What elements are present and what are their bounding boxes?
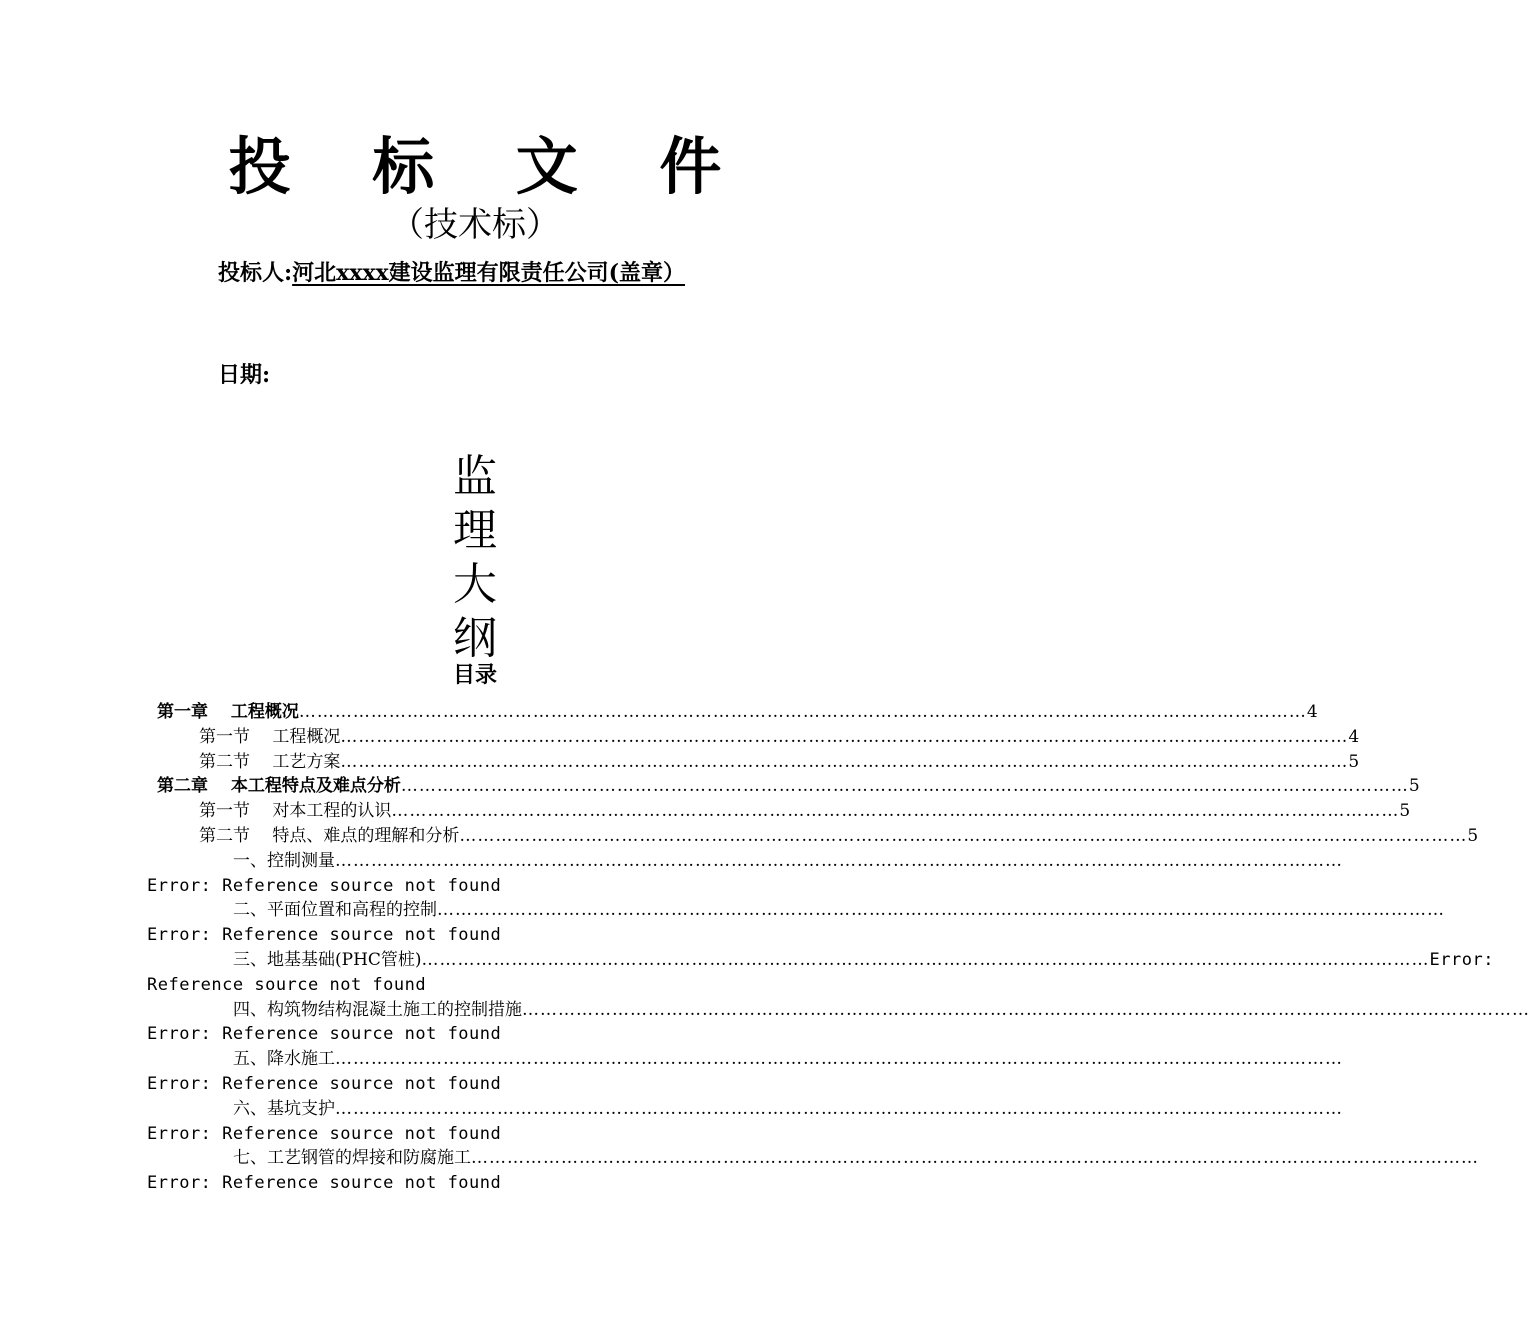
table-of-contents xyxy=(147,700,1530,1196)
toc-error-reference: Error: Reference source not found xyxy=(147,1123,502,1144)
bidder-label: 投标人: xyxy=(218,260,293,286)
bidder-line xyxy=(218,256,685,290)
toc-leader: …………………………………………………………………………………………………………………………………………………… xyxy=(340,751,1349,772)
toc-leader: …………………………………………………………………………………………………………………………………………………… xyxy=(340,726,1349,747)
toc-label: 第二节 工艺方案 xyxy=(199,751,341,772)
toc-page-number: 5 xyxy=(1348,751,1360,772)
toc-section[interactable] xyxy=(147,750,1360,775)
toc-label: 二、平面位置和高程的控制 xyxy=(233,900,437,921)
toc-section[interactable] xyxy=(147,799,1411,824)
vertical-title-char: 理 xyxy=(453,505,497,556)
toc-error-reference: Error: Reference source not found xyxy=(147,875,502,896)
toc-error-reference: Error: xyxy=(1429,949,1494,970)
date-label: 日期: xyxy=(218,362,271,388)
toc-label: 四、构筑物结构混凝土施工的控制措施 xyxy=(233,999,522,1020)
toc-leader: …………………………………………………………………………………………………………………………………………………… xyxy=(335,850,1343,871)
toc-label: 第一节 工程概况 xyxy=(199,726,341,747)
bidder-value: 河北xxxx建设监理有限责任公司(盖章） xyxy=(292,260,686,286)
toc-leader: …………………………………………………………………………………………………………………………………………………… xyxy=(459,825,1468,846)
toc-error-reference: Error: Reference source not found xyxy=(147,1173,502,1194)
document-title: 投 标 文 件 xyxy=(228,130,752,203)
toc-label: 第一章 工程概况 xyxy=(157,702,299,722)
toc-subsection[interactable] xyxy=(147,849,1343,874)
toc-subsection[interactable] xyxy=(147,1097,1343,1122)
vertical-title-char: 大 xyxy=(453,559,497,610)
toc-leader: …………………………………………………………………………………………………………………………………………………… xyxy=(437,900,1445,921)
toc-leader: …………………………………………………………………………………………………………………………………………………… xyxy=(400,776,1409,797)
toc-chapter[interactable] xyxy=(147,700,1318,725)
toc-label: 七、工艺钢管的焊接和防腐施工 xyxy=(233,1148,471,1169)
toc-label: 三、地基基础(PHC管桩) xyxy=(233,949,422,970)
toc-error-reference: Reference source not found xyxy=(147,974,427,995)
toc-leader: …………………………………………………………………………………………………………………………………………………… xyxy=(298,702,1307,722)
toc-error-reference: Error: Reference source not found xyxy=(147,925,502,946)
toc-leader: …………………………………………………………………………………………………………………………………………………… xyxy=(391,801,1400,822)
vertical-title xyxy=(445,450,505,666)
toc-section[interactable] xyxy=(147,725,1360,750)
toc-page-number: 4 xyxy=(1306,702,1318,722)
vertical-title-char: 监 xyxy=(453,451,497,502)
toc-page-number: 5 xyxy=(1467,825,1479,846)
toc-subsection[interactable] xyxy=(147,1047,1343,1072)
toc-label: 五、降水施工 xyxy=(233,1049,335,1070)
toc-subsection[interactable] xyxy=(147,1146,1479,1171)
toc-leader: …………………………………………………………………………………………………………………………………………………… xyxy=(335,1098,1343,1119)
toc-chapter[interactable] xyxy=(147,774,1420,799)
toc-leader: …………………………………………………………………………………………………………………………………………………… xyxy=(421,949,1430,970)
toc-section[interactable] xyxy=(147,824,1479,849)
toc-heading: 目录 xyxy=(452,662,497,688)
toc-label: 六、基坑支护 xyxy=(233,1098,335,1119)
toc-error-reference: Error: Reference source not found xyxy=(147,1024,502,1045)
toc-subsection[interactable] xyxy=(147,948,1494,973)
toc-page-number: 5 xyxy=(1399,801,1411,822)
toc-page-number: 4 xyxy=(1348,726,1360,747)
toc-label: 第二章 本工程特点及难点分析 xyxy=(157,776,401,797)
vertical-title-char: 纲 xyxy=(453,613,497,664)
toc-subsection[interactable] xyxy=(147,898,1445,923)
toc-label: 第一节 对本工程的认识 xyxy=(199,801,392,822)
toc-subsection[interactable] xyxy=(147,998,1530,1023)
toc-leader: …………………………………………………………………………………………………………………………………………………… xyxy=(471,1148,1479,1169)
toc-page-number: 5 xyxy=(1408,776,1420,797)
toc-error-reference: Error: Reference source not found xyxy=(147,1073,502,1094)
toc-leader: …………………………………………………………………………………………………………………………………………………… xyxy=(335,1049,1343,1070)
toc-label: 第二节 特点、难点的理解和分析 xyxy=(199,825,460,846)
document-subtitle: （技术标） xyxy=(390,205,560,245)
toc-leader: …………………………………………………………………………………………………………………………………………………… xyxy=(522,999,1530,1020)
toc-label: 一、控制测量 xyxy=(233,850,335,871)
